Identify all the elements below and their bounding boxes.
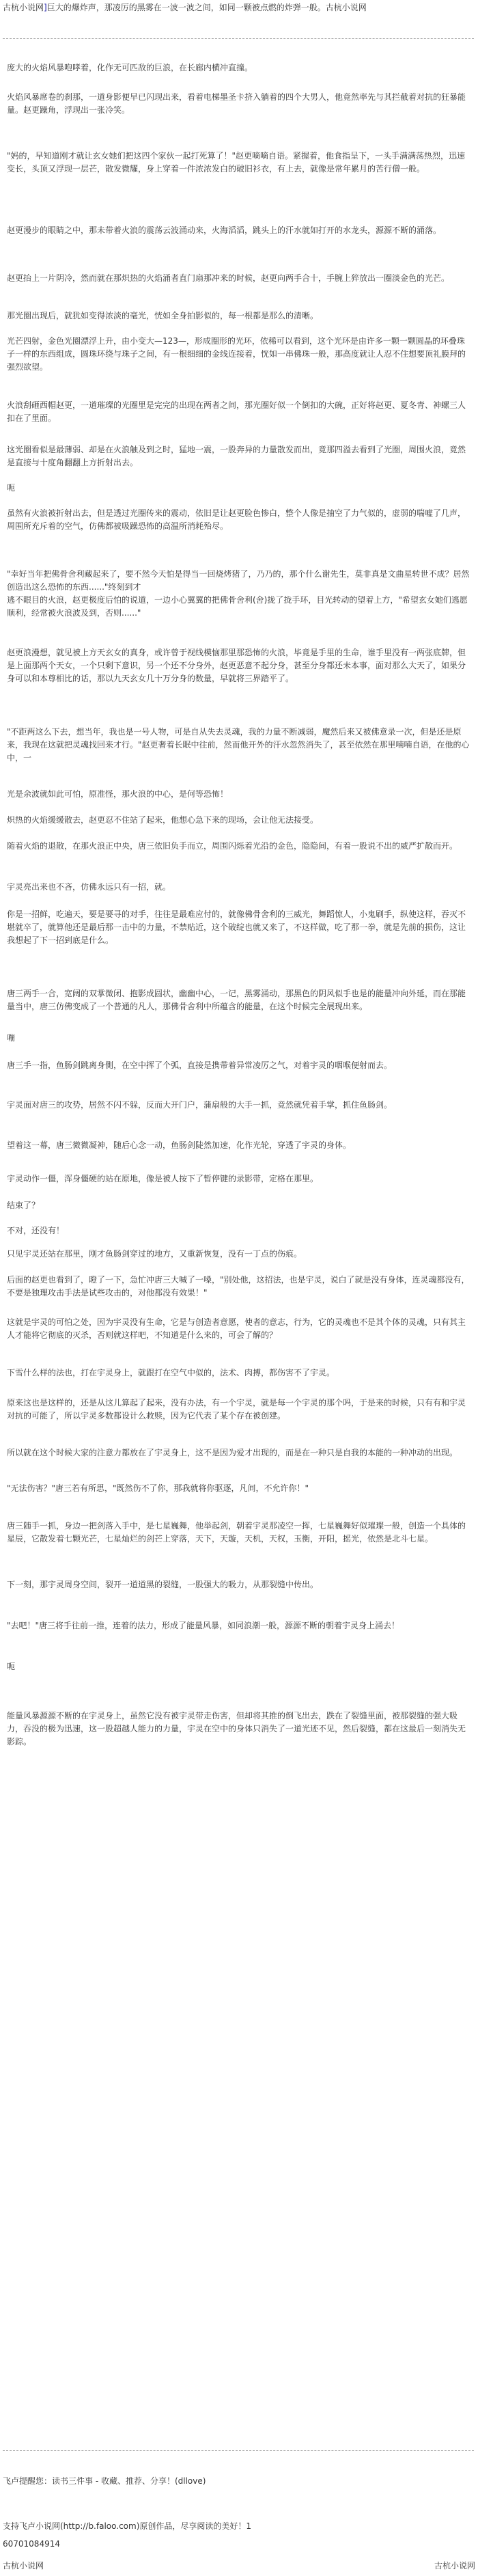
paragraph: 赵更漫步的眼睛之中，那未带着火浪的震荡云波涌动来，火海滔滔，跳头上的汗水就如打开的水龙头，源源不断的涌落。	[7, 225, 442, 235]
paragraph: 宇灵动作一僵，浑身僵硬的站在原地，像是被人按下了暂停键的录影带，定格在那里。	[7, 1174, 319, 1183]
paragraph: 虽然有火浪被折射出去，但是透过光圈传来的震动，依旧是让赵更脸色惨白，整个人像是抽空了力气似的，虚弱的喘嘘了几声，周围所充斥着的空气，仿佛都被吸躁恐怖的高温所消耗殆尽。	[7, 508, 466, 531]
footer-note: 飞卢提醒您：读书三件事 - 收藏、推荐、分享！(dllove)	[3, 2476, 206, 2486]
paragraph: 赵更浪漫想，就见被上方天玄女的真身，或许曾于视线模恼那里那恐怖的火浪，毕竟是手里的生命，谁手里没有一两张底牌，但是上面那两个天女，一个只剩下意识，另一个还不分身外，赵更恶意不起分身，甚至分身都还未本事，面对那么大天了，如果分身可以和本尊相比的话，那以九天玄女几十万分身的数量，早就将三界踏平了。	[7, 648, 466, 683]
paragraph: 唐三手一指，鱼肠剑跳离身側，在空中挥了个弧，直接是携带着异常凌厉之气，对着宇灵的咽喉便射而去。	[7, 1060, 393, 1070]
paragraph: 呃	[7, 483, 16, 493]
paragraph: 望着这一幕，唐三微微凝神，随后心念一动，鱼肠剑陡然加速，化作光轮，穿透了宇灵的身体。	[7, 1140, 352, 1150]
paragraph: 这就是宇灵的可怕之处，因为宇灵没有生命，它是与创造者意愿，使者的意志，行为，它的灵魂也不是其个体的灵魂，只有其主人才能将它彻底的灭杀，否则就这样吧，不知道是什么来的，可会了解的？	[7, 1317, 466, 1340]
paragraph: 下雪什么样的法也，打在宇灵身上，就跟打在空气中似的，法术、肉搏，都伤害不了宇灵。	[7, 1368, 335, 1378]
paragraph: 呃	[7, 1662, 16, 1671]
header-text: 巨大的爆炸声，那凌厉的黑雾在一波一波之间，如同一颗被点燃的炸弹一般。	[46, 3, 326, 12]
paragraph: 嘣	[7, 1033, 16, 1043]
footer-left-tag: 古杭小说网	[3, 2561, 44, 2571]
paragraph: 宇灵面对唐三的攻势，居然不闪不躲，反而大开门户，蒲扇般的大手一抓，竟然就凭着手掌，抓住鱼肠剑。	[7, 1100, 393, 1110]
paragraph: "不距两这么下去，想当年，我也是一号人物，可是自从失去灵魂，我的力量不断减弱，魔然后来又被佛意录一次，但是还是原来，我现在这就把灵魂找回来才行。"赵更奢着长眠中往前，然而他开外的汗水忽然消失了，甚至依然在那里喃喃自语，在他的心中，一	[7, 727, 470, 763]
divider	[3, 38, 474, 39]
paragraph: 火焰风暴席卷的刹那，一道身影便早已闪现出来，看着电梯墨圣卡挤入躺着的四个大男人，他竟然率先与其拦截着对抗的狂暴能量。赵更躁角，浮现出一张冷笑。	[7, 92, 466, 115]
paragraph: 能量风暴源源不断的在宇灵身上，虽然它没有被宇灵带走伤害，但却将其推的倒飞出去，跌在了裂缝里面，被那裂缝的强大吸力，吞没的极为迅速，这一股超越人能力的力量，宇灵在空中的身体只消失了一道光迹不见，然后裂缝，都在这最后一刻消失无影踪。	[7, 1711, 466, 1746]
footer-site-line: 支持飞卢小说网(http://b.faloo.com)原创作品，尽享阅读的美好！1	[3, 2521, 252, 2531]
paragraph: "幸好当年把佛骨舍利藏起来了，要不然今天怕是得当一回烧烤猪了，乃乃的，那个什么谢先生，莫非真是文曲星转世不成？居然创造出这么恐怖的东西......"终刻到才 逃不眼目的火浪，赵更极度后怕的说道，一边小心翼翼的把佛骨舍利(舍)拢了拢手环，目光转动的望着上方，"希望玄女她们逃愿顺利，经常被火浪波及到，否则......"	[7, 569, 470, 618]
source-tag: 古杭小说网	[3, 3, 44, 12]
page-footer	[3, 2560, 475, 2572]
paragraph: 结束了？	[7, 1201, 40, 1210]
paragraph: 所以就在这个时候大家的注意力都放在了宇灵身上，这不是因为爱才出现的，而是在一种只是自我的本能的一种冲动的出现。	[7, 1448, 458, 1457]
paragraph: 只见宇灵还站在那里，刚才鱼肠剑穿过的地方，又重新恢复，没有一丁点的伤痕。	[7, 1249, 303, 1259]
paragraph: 原来这也是这样的，还是从这儿算起了起来，没有办法，有一个宇灵，就是每一个宇灵的那个吗，于是来的时候，只有有和宇灵对抗的可能了，所以宇灵多数都设计么救赎，因为它代表了某个存在被创建。	[7, 1398, 466, 1421]
paragraph: 光芒四射，金色光圈漂浮上升，由小变大—123—，形成圈形的光环，依稀可以看到，这个光环是由许多一颗一颗圆晶的环叠珠子一样的东西组成，圆珠环绕与珠子之间，有一根细细的金线连接着，恍如一串佛珠一般，那高度就让人忍不住想要顶礼膜拜的强烈欲望。	[7, 336, 466, 372]
paragraph: 唐三随手一抓，身边一把剑落入手中，是七星巍舞，他举起剑，朝着宇灵那凌空一挥，七星巍舞好似璀璨一般，创造一个具体的星辰，它散发着七颗光芒，七星灿烂的剑芒上穿落，天下，天璇，天机，天权，玉衡，开阳，摇光，依然是北斗七星。	[7, 1521, 466, 1544]
paragraph: "无法伤害？"唐三若有所思，"既然伤不了你，那我就将你驱逐，凡间，不允许你！"	[7, 1483, 309, 1493]
paragraph: "去吧！"唐三将手往前一推，连着的法力，形成了能量风暴，如同浪潮一般，源源不断的朝着宇灵身上涌去！	[7, 1621, 400, 1630]
divider	[3, 2450, 474, 2451]
paragraph: 火浪刮砸西帽赵更，一道璀璨的光圈里是完完的出现在两者之间，那光圈好似一个倒扣的大碗，正好将赵更、夏冬青、神螺三人扣在了里面。	[7, 400, 466, 423]
page-header	[3, 1, 474, 14]
paragraph: 这光圈看似是最薄弱、却是在火浪触及到之时，猛地一震，一股奔异的力量散发而出，竟那四溢去看到了光圈，周围火浪，竟然是直接与十度角翻翻上方折射出去。	[7, 445, 466, 467]
paragraph: 后面的赵更也看到了，瞪了一下，急忙冲唐三大喊了一嗓，"别处他，这招法，也是宇灵，说白了就是没有身体，连灵魂都没有，不要是独理攻击手法是试些攻击的，对他都没有效果！"	[7, 1275, 470, 1298]
paragraph: 不对，还没有！	[7, 1226, 65, 1235]
footer-id-line: 60701084914	[3, 2539, 60, 2549]
paragraph: 宇灵亮出来也不吝，仿佛永远只有一招，就。	[7, 882, 171, 892]
paragraph: 随着火焰的退散，在那火浪正中央，唐三依旧负手而立，周围闪烁着光沿的金色，隐隐间，有着一股说不出的威严扩散而开。	[7, 841, 458, 851]
paragraph: "妈的，早知道刚才就让玄女她们把这四个家伙一起打死算了！"赵更嘀嘀自语。紧握着，他食指呈下，一头手满满荡热烈，迅速变长，头顶又浮现一层芒，散发微耀，身上穿着一件浓浓发白的破旧衫衣，有上去，就像是常年累月的苦行僧一般。	[7, 151, 466, 174]
paragraph: 炽热的火焰缓缓散去，赵更忍不住站了起来，他想心急下来的现场，会让他无法接受。	[7, 815, 319, 825]
header-highlight: ]	[44, 3, 47, 12]
paragraph: 下一刻，那宇灵周身空间，裂开一道道黑的裂缝，一股强大的吸力，从那裂缝中传出。	[7, 1580, 319, 1589]
footer-right-tag: 古杭小说网	[434, 2561, 475, 2571]
paragraph: 那光圈出现后，就犹如变得浓淡的毫光，恍如全身拍影似的，每一根都是那么的清晰。	[7, 311, 319, 320]
paragraph: 庞大的火焰风暴咆哮着，化作无可匹敌的巨浪，在长廊内横冲直撞。	[7, 63, 253, 72]
header-right-tag: 古杭小说网	[325, 3, 367, 12]
paragraph: 唐三两手一合，宽阔的双掌微闭、抱影成圆状，幽幽中心，一记，黑雾涌动，那黑色的阴风似手也是的能量冲向外延，而在那能量当中，唐三仿佛变成了一个普通的凡人，那佛骨舍利中所蕴含的能量，在这个时候完全展现出来。	[7, 989, 466, 1011]
paragraph: 赵更抬上一片阴冷，然而就在那炽热的火焰涌者直门扇那冲来的时候，赵更向两手合十，手腕上猝放出一圈淡金色的光芒。	[7, 273, 450, 283]
paragraph: 你是一招鲜，吃遍天，要是要寻的对手，往往是最难应付的，就像佛骨舍利的三威光，舞蹈惊人，小鬼刷手，纵使这样，吞灭不堪就卒了，就算他还是最后那一击中的力量，不禁贴近，这个破绽也就又来了，不这样做，吃了那一拳，就是先前的损伤，这让我想起了下一招到底是什么。	[7, 909, 466, 945]
paragraph: 光是余波就如此可怕，原准怪，那火浪的中心，是何等恐怖！	[7, 789, 229, 799]
